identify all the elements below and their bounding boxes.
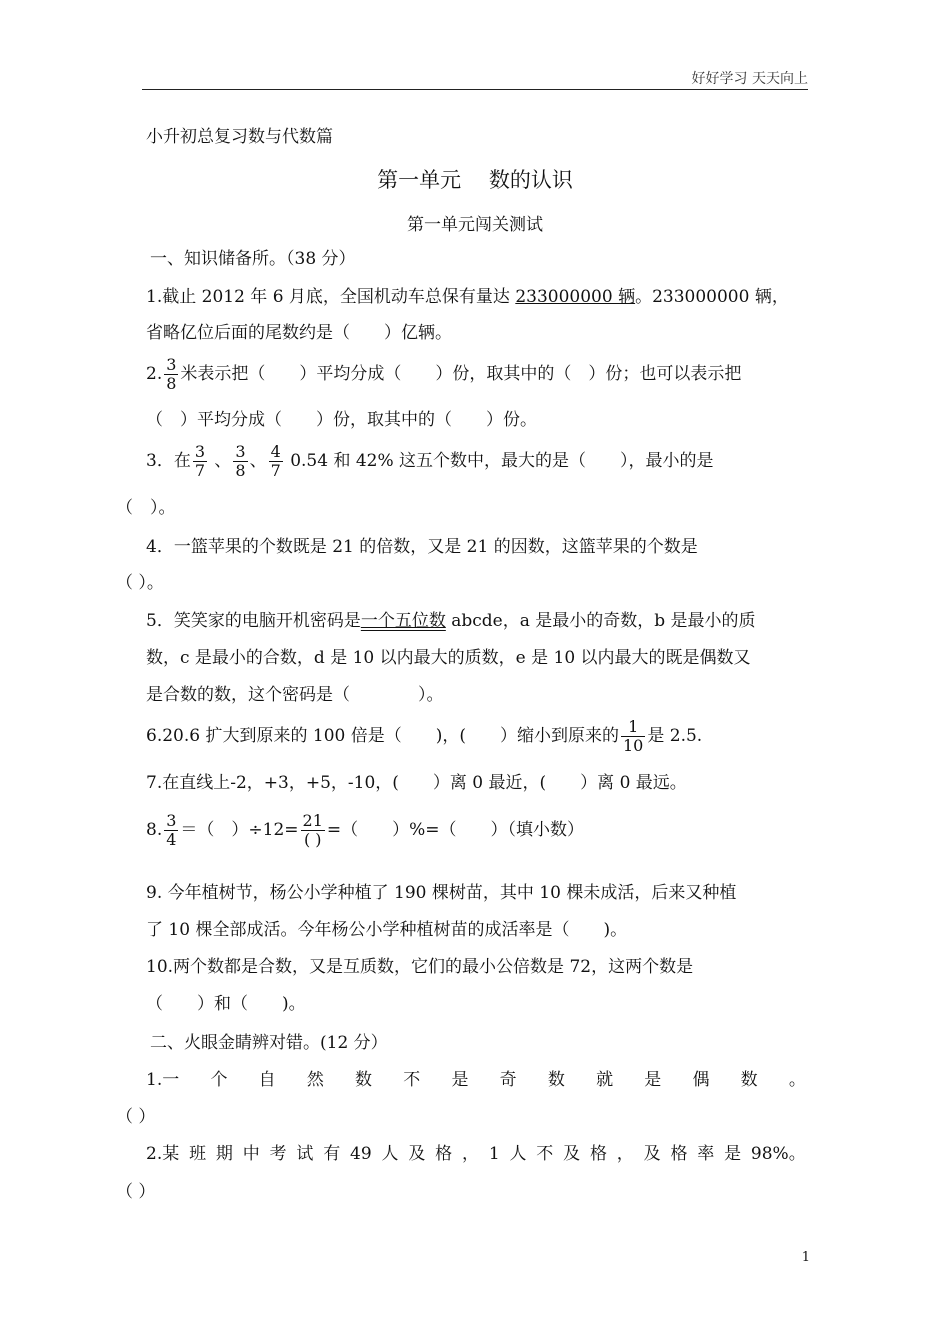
- q1-text-b: 。233000000 辆，: [635, 287, 789, 307]
- s2q1-char: 然: [306, 1070, 324, 1090]
- s2q2-char: ，: [461, 1144, 479, 1164]
- q5-text-a: 5．笑笑家的电脑开机密码是: [146, 611, 361, 631]
- s2-q1-line1: [146, 1069, 806, 1091]
- s2q2-char: 98%。: [750, 1144, 806, 1164]
- q3-line1: [146, 443, 714, 480]
- q10-line1: 10.两个数都是合数，又是互质数，它们的最小公倍数是 72，这两个数是: [146, 957, 694, 977]
- header-motto: 好好学习 天天向上: [691, 71, 808, 87]
- s2q2-char: 格: [435, 1144, 453, 1164]
- q4-line1: 4．一篮苹果的个数既是 21 的倍数，又是 21 的因数，这篮苹果的个数是: [146, 537, 698, 557]
- s2q2-char: 及: [563, 1144, 581, 1164]
- q8-frac-num: 3: [166, 811, 177, 830]
- s2q2-char: 期: [215, 1144, 233, 1164]
- q1-line1: [146, 286, 789, 308]
- q10-line2: （ ）和（ )。: [146, 994, 306, 1014]
- q9-line2: 了 10 棵全部成活。今年杨公小学种植树苗的成活率是（ )。: [146, 920, 628, 940]
- q5-underlined: 一个五位数: [360, 611, 446, 631]
- q1-line2: 省略亿位后面的尾数约是（ ）亿辆。: [146, 323, 452, 343]
- q3-text: 0.54 和 42% 这五个数中，最大的是（ ），最小的是: [284, 451, 714, 471]
- s2q2-char: 试: [296, 1144, 314, 1164]
- s2q2-char: 有: [323, 1144, 341, 1164]
- q2-line1: [146, 356, 741, 393]
- s2q2-char: 及: [408, 1144, 426, 1164]
- q3-f2-num: 3: [235, 442, 246, 461]
- header-rule: [142, 89, 808, 90]
- s2q1-char: 就: [596, 1070, 614, 1090]
- s2q2-char: 中: [242, 1144, 260, 1164]
- s2q2-char: 班: [189, 1144, 207, 1164]
- section2-heading: 二、火眼金睛辨对错。(12 分）: [150, 1033, 388, 1053]
- unit-title: 第一单元 数的认识: [377, 168, 573, 192]
- s2q1-char: 是: [644, 1070, 662, 1090]
- s2q2-char: 格: [670, 1144, 688, 1164]
- q2-text: 米表示把（ ）平均分成（ ）份，取其中的（ ）份；也可以表示把: [180, 364, 742, 384]
- q5-text-b: abcde，a 是最小的奇数，b 是最小的质: [445, 611, 756, 631]
- q6-text-a: 6.20.6 扩大到原来的 100 倍是（ )，( ）缩小到原来的: [146, 726, 619, 746]
- q5-line3: 是合数的数，这个密码是（ ）。: [146, 685, 444, 705]
- q3-prefix: 3．在: [146, 451, 191, 471]
- q8-text-b: =（ ）%=（ ）（填小数）: [326, 820, 585, 840]
- s2q1-char: 。: [788, 1070, 806, 1090]
- s2-q2-line1: [146, 1143, 806, 1165]
- s2q1-char: 数: [547, 1070, 565, 1090]
- doc-title: 小升初总复习数与代数篇: [146, 127, 333, 147]
- q3-fraction-2: [233, 443, 247, 480]
- s2q2-char: 2.某: [146, 1144, 180, 1164]
- q2-line2: （ ）平均分成（ ）份，取其中的（ ）份。: [146, 410, 537, 430]
- q3-line2: （ ）。: [116, 498, 176, 518]
- q3-f1-den: 7: [194, 461, 206, 480]
- q8-frac2-num: 21: [302, 811, 323, 830]
- s2q1-char: 自: [258, 1070, 276, 1090]
- s2q1-char: 1.一: [146, 1070, 180, 1090]
- q8-fraction: [164, 812, 178, 849]
- s2q1-char: 数: [355, 1070, 373, 1090]
- q6-frac-num: 1: [621, 718, 645, 737]
- q3-f2-den: 8: [235, 461, 246, 480]
- section1-heading: 一、知识储备所。（38 分）: [150, 249, 356, 269]
- q3-sep-2: 、: [249, 451, 267, 471]
- q6-text-b: 是 2.5.: [647, 726, 703, 746]
- q6-fraction: [621, 718, 645, 755]
- q8-frac-den: 4: [166, 830, 177, 849]
- s2-q2-line2: （ ）: [116, 1182, 156, 1202]
- q3-fraction-3: [269, 443, 283, 480]
- q4-line2: （ ）。: [116, 573, 164, 593]
- s2q2-char: 49: [350, 1144, 372, 1164]
- s2q1-char: 是: [451, 1070, 469, 1090]
- s2q1-char: 不: [403, 1070, 421, 1090]
- q3-fraction-1: [193, 443, 207, 480]
- s2q1-char: 奇: [499, 1070, 517, 1090]
- q8-prefix: 8.: [146, 820, 163, 840]
- q2-prefix: 2.: [146, 364, 163, 384]
- s2q1-char: 数: [740, 1070, 758, 1090]
- q3-f3-num: 4: [270, 442, 281, 461]
- q3-f3-den: 7: [270, 461, 281, 480]
- s2q2-char: 是: [724, 1144, 742, 1164]
- q7-line: 7.在直线上-2，+3，+5，-10，( ）离 0 最近，( ）离 0 最远。: [146, 773, 687, 793]
- s2q1-char: 偶: [692, 1070, 710, 1090]
- q2-frac-num: 3: [166, 355, 177, 374]
- s2q1-char: 个: [210, 1070, 228, 1090]
- test-title: 第一单元闯关测试: [407, 215, 543, 235]
- s2q2-char: 及: [643, 1144, 661, 1164]
- s2q2-char: 率: [697, 1144, 715, 1164]
- q3-f1-num: 3: [194, 442, 206, 461]
- q8-fraction-2: [301, 812, 325, 849]
- s2q2-char: 不: [536, 1144, 554, 1164]
- s2q2-char: 格: [589, 1144, 607, 1164]
- s2q2-char: 人: [509, 1144, 527, 1164]
- q8-line: [146, 812, 584, 849]
- s2q2-char: 人: [381, 1144, 399, 1164]
- q9-line1: 9. 今年植树节，杨公小学种植了 190 棵树苗，其中 10 棵未成活，后来又种植: [146, 883, 737, 903]
- q3-sep-1: 、: [214, 451, 232, 471]
- q6-line: [146, 718, 702, 755]
- q1-text-a: 1.截止 2012 年 6 月底，全国机动车总保有量达: [146, 287, 516, 307]
- q5-line1: [146, 610, 756, 632]
- q8-frac2-den: ( ): [303, 830, 322, 849]
- s2q2-char: 考: [269, 1144, 287, 1164]
- s2q2-char: ，: [616, 1144, 634, 1164]
- q2-frac-den: 8: [166, 374, 177, 393]
- q8-text-a: ＝（ ）÷12=: [180, 820, 299, 840]
- q5-line2: 数，c 是最小的合数，d 是 10 以内最大的质数，e 是 10 以内最大的既是偶数又: [146, 648, 751, 668]
- s2-q1-line2: （ ）: [116, 1107, 156, 1127]
- page-number: 1: [801, 1250, 810, 1265]
- q2-fraction: [164, 356, 178, 393]
- q1-underlined: 233000000 辆: [515, 287, 636, 307]
- q6-frac-den: 10: [623, 736, 644, 755]
- s2q2-char: 1: [488, 1144, 500, 1164]
